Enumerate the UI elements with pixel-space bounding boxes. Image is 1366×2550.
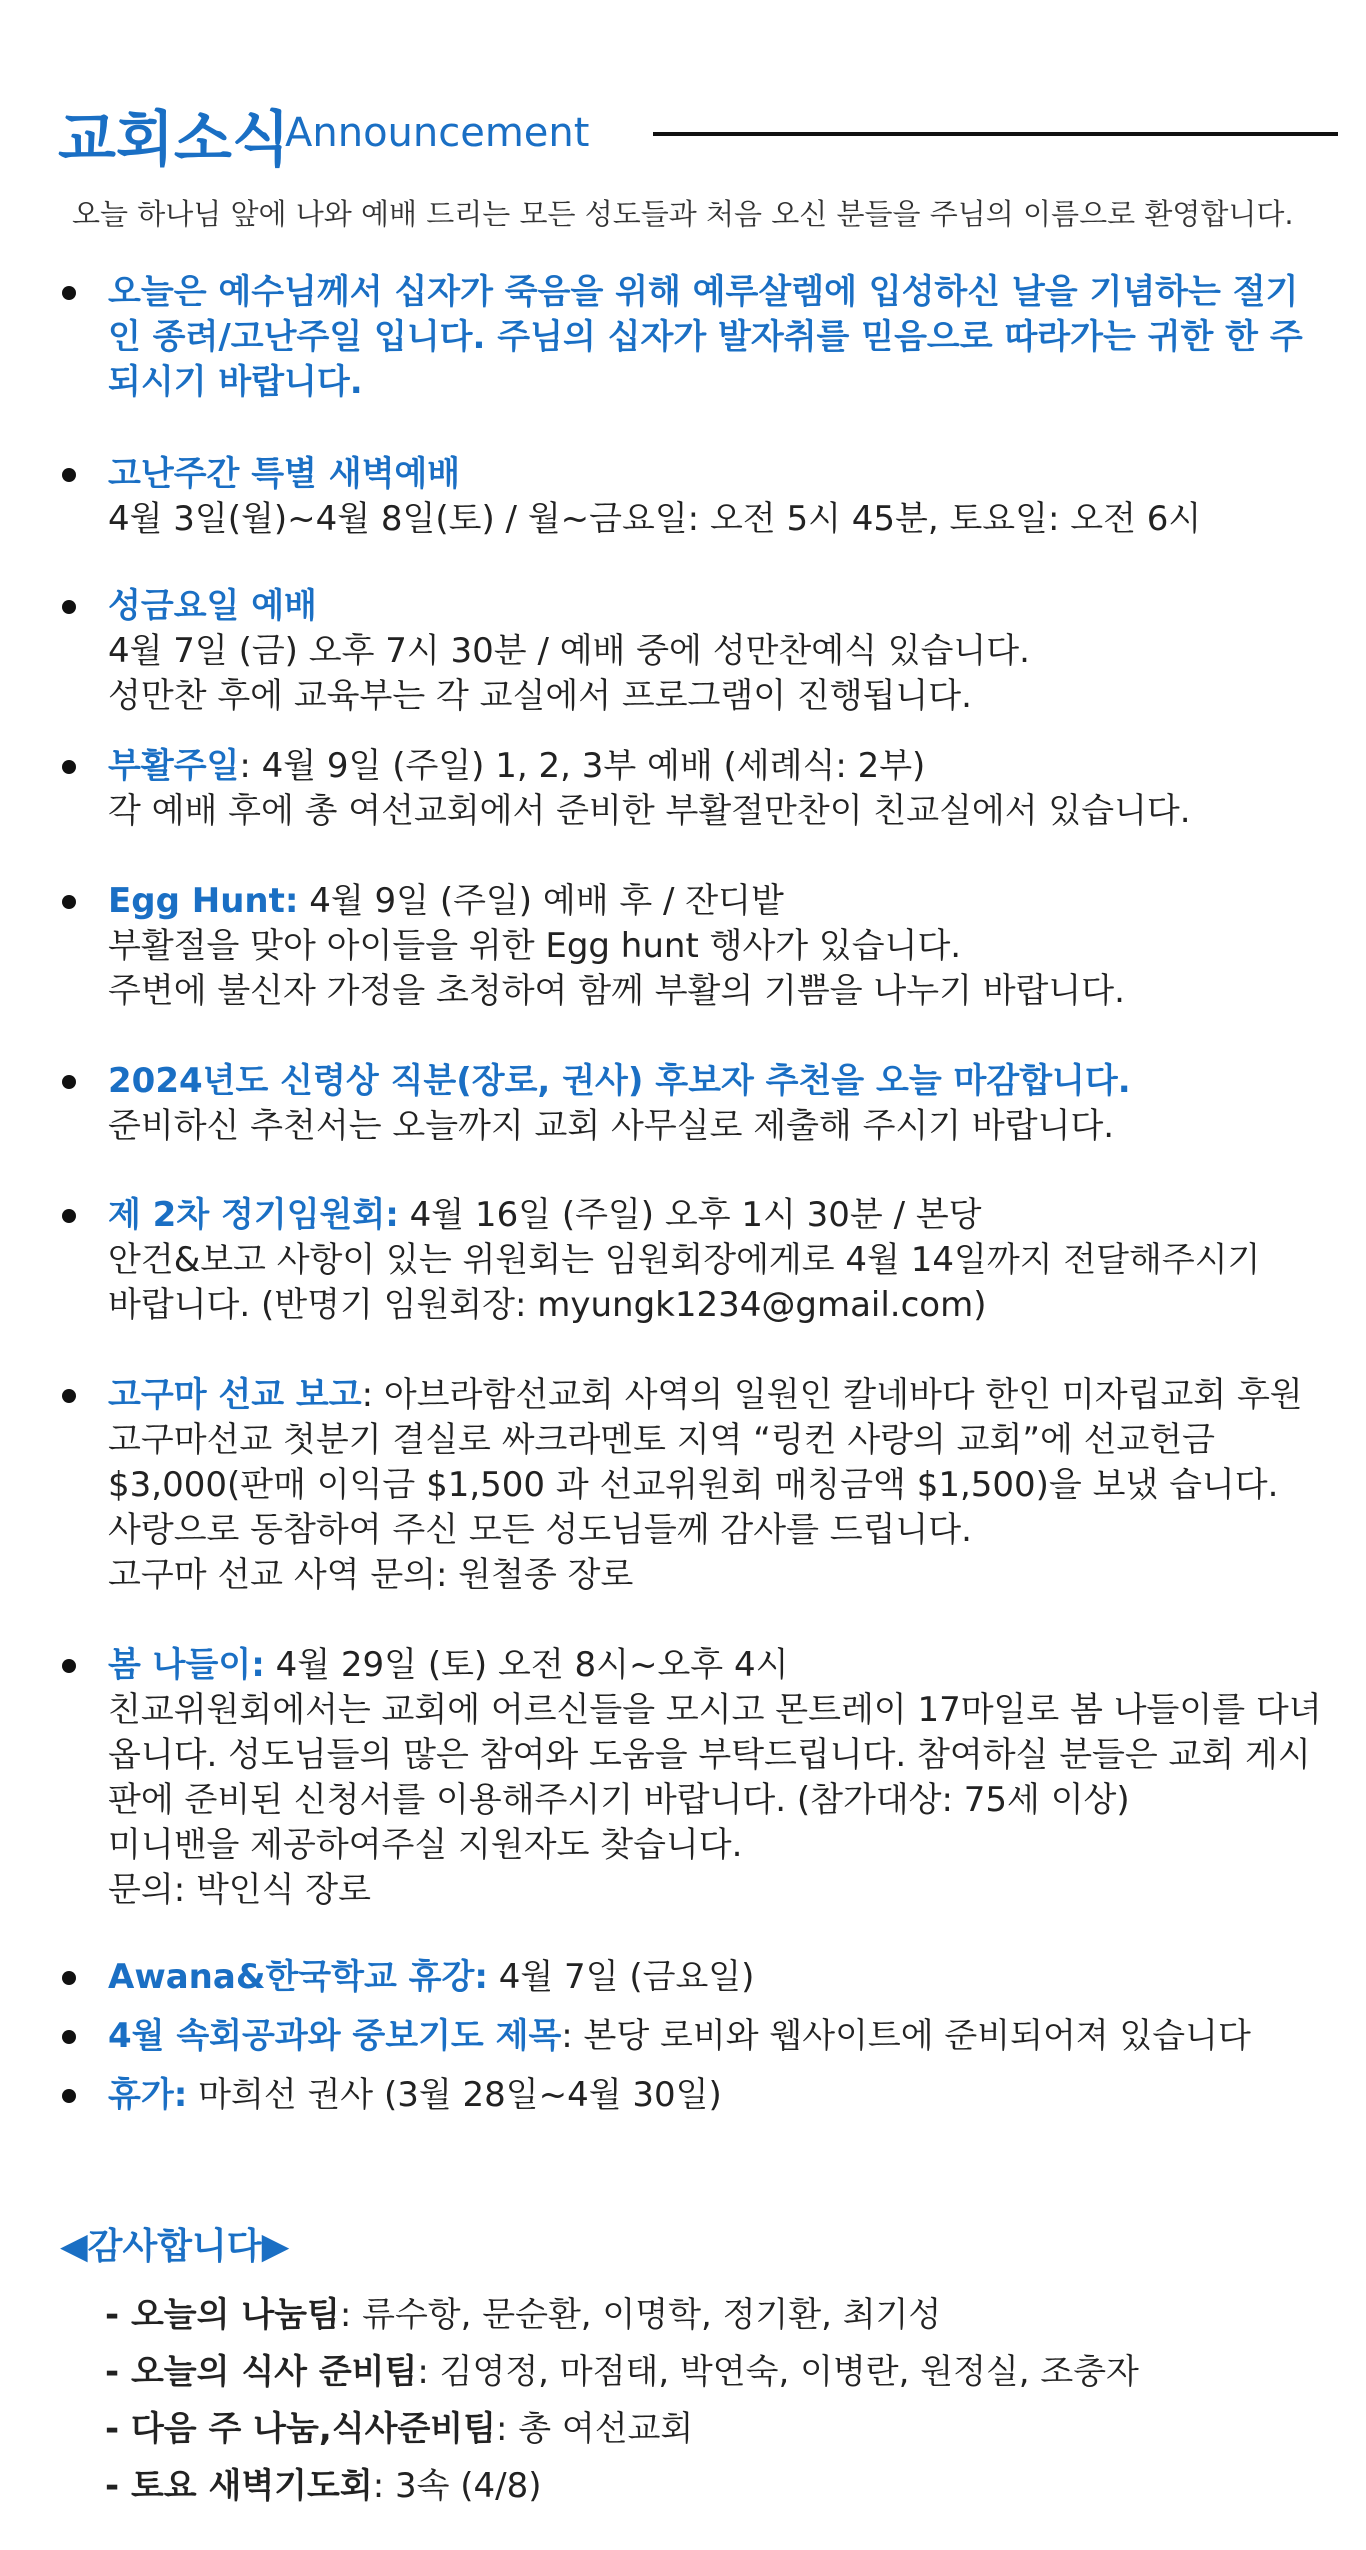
item-detail: : 4월 9일 (주일) 1, 2, 3부 예배 (세례식: 2부) [239, 746, 926, 786]
bullet-icon [62, 1209, 76, 1223]
item-heading: 성금요일 예배 [108, 586, 317, 626]
item-detail: 4월 7일 (금요일) [487, 1957, 755, 1997]
item-line: 각 예배 후에 총 여선교회에서 준비한 부활절만찬이 친교실에서 있습니다. [108, 791, 1191, 831]
item-line: 고구마 선교 사역 문의: 원철종 장로 [108, 1555, 634, 1595]
thanks-label: - 다음 주 나눔,식사준비팀 [105, 2409, 496, 2449]
item-line: 성만찬 후에 교육부는 각 교실에서 프로그램이 진행됩니다. [108, 676, 972, 716]
bullet-icon [62, 1659, 76, 1673]
item-line: 안건&보고 사항이 있는 위원회는 임원회장에게로 4월 14일까지 전달해주시기 [108, 1240, 1261, 1280]
item-heading: 부활주일 [108, 746, 240, 786]
bullet-icon [62, 1075, 76, 1089]
bullet-icon [62, 600, 76, 614]
thanks-section [60, 2218, 1330, 2515]
item-heading: 오늘은 예수님께서 십자가 죽음을 위해 예루살렘에 입성하신 날을 기념하는 절기인 종려/고난주일 입니다. 주님의 십자가 발자취를 믿음으로 따라가는 귀한 한 주 되시기 바랍니다. [108, 272, 1303, 402]
item-line: 준비하신 추천서는 오늘까지 교회 사무실로 제출해 주시기 바랍니다. [108, 1106, 1115, 1146]
bullet-icon [62, 468, 76, 482]
announcement-item-nomination [60, 1059, 1330, 1149]
page-title: 교회소식 [58, 105, 290, 175]
bullet-icon [62, 2030, 76, 2044]
item-heading: 고구마 선교 보고 [108, 1375, 362, 1415]
announcement-list [60, 270, 1330, 2118]
item-detail: 4월 9일 (주일) 예배 후 / 잔디밭 [298, 881, 784, 921]
bullet-icon [62, 286, 76, 300]
item-heading: 2024년도 신령상 직분(장로, 권사) 후보자 추천을 오늘 마감합니다. [108, 1061, 1131, 1101]
bullet-icon [62, 2089, 76, 2103]
thanks-row-meal-team [60, 2344, 1330, 2401]
item-heading: 제 2차 정기임원회: [108, 1195, 399, 1235]
item-line: 미니밴을 제공하여주실 지원자도 찾습니다. [108, 1825, 743, 1865]
item-heading: 4월 속회공과와 중보기도 제목 [108, 2016, 562, 2056]
item-line: 문의: 박인식 장로 [108, 1870, 371, 1910]
announcement-item-awana-break [60, 1955, 1330, 2000]
item-heading: 휴가: [108, 2075, 188, 2115]
item-heading: Awana&한국학교 휴강: [108, 1957, 488, 1997]
item-detail: : 아브라함선교회 사역의 일원인 칼네바다 한인 미자립교회 후원 고구마선교 첫분기 결실로 싸크라멘토 지역 “링컨 사랑의 교회”에 선교헌금 $3,000(판매 이익금 $1,500 과 선교위원회 매칭금액 $1,500)을 보냈 습니다. [108, 1375, 1303, 1505]
announcement-item-egg-hunt [60, 879, 1330, 1014]
announcement-item-dawn-service [60, 452, 1330, 542]
thanks-row-sharing-team [60, 2287, 1330, 2344]
announcement-item-prayer-topics [60, 2014, 1330, 2059]
item-heading: 고난주간 특별 새벽예배 [108, 454, 461, 494]
item-detail: 마희선 권사 (3월 28일~4월 30일) [187, 2075, 722, 2115]
announcement-item-sweet-potato-mission [60, 1373, 1330, 1598]
announcement-item-board-meeting [60, 1193, 1330, 1328]
item-line: 주변에 불신자 가정을 초청하여 함께 부활의 기쁨을 나누기 바랍니다. [108, 971, 1125, 1011]
announcement-item-vacation [60, 2073, 1330, 2118]
item-line: 4월 7일 (금) 오후 7시 30분 / 예배 중에 성만찬예식 있습니다. [108, 631, 1030, 671]
thanks-row-next-week-team [60, 2401, 1330, 2458]
announcement-item-good-friday [60, 584, 1330, 719]
item-line: 사랑으로 동참하여 주신 모든 성도님들께 감사를 드립니다. [108, 1510, 972, 1550]
announcement-item-spring-outing [60, 1643, 1330, 1913]
bullet-icon [62, 760, 76, 774]
thanks-value: : 3속 (4/8) [372, 2466, 542, 2506]
item-line: 바랍니다. (반명기 임원회장: myungk1234@gmail.com) [108, 1285, 987, 1325]
item-line: 4월 3일(월)~4월 8일(토) / 월~금요일: 오전 5시 45분, 토요일: 오전 6시 [108, 499, 1202, 539]
announcement-item-palm-sunday [60, 270, 1330, 405]
announcement-item-easter [60, 744, 1330, 834]
thanks-label: - 오늘의 나눔팀 [105, 2295, 340, 2335]
thanks-value: : 류수항, 문순환, 이명학, 정기환, 최기성 [339, 2295, 942, 2335]
thanks-value: : 김영정, 마점태, 박연숙, 이병란, 원정실, 조충자 [417, 2352, 1139, 2392]
item-line: 친교위원회에서는 교회에 어르신들을 모시고 몬트레이 17마일로 봄 나들이를 다녀옵니다. 성도님들의 많은 참여와 도움을 부탁드립니다. 참여하실 분들은 교회 게시판에 준비된 신청서를 이용해주시기 바랍니다. (참가대상: 75세 이상) [108, 1690, 1322, 1820]
bullet-icon [62, 1389, 76, 1403]
page-subtitle: Announcement [285, 110, 590, 156]
thanks-label: - 오늘의 식사 준비팀 [105, 2352, 418, 2392]
thanks-label: - 토요 새벽기도회 [105, 2466, 373, 2506]
title-divider [653, 132, 1338, 136]
thanks-heading: ◀감사합니다▶ [60, 2226, 290, 2267]
thanks-value: : 총 여선교회 [495, 2409, 694, 2449]
welcome-message: 오늘 하나님 앞에 나와 예배 드리는 모든 성도들과 처음 오신 분들을 주님의 이름으로 환영합니다. [72, 197, 1294, 231]
thanks-row-saturday-prayer [60, 2458, 1330, 2515]
bullet-icon [62, 1971, 76, 1985]
item-detail: : 본당 로비와 웹사이트에 준비되어져 있습니다 [561, 2016, 1251, 2056]
item-heading: 봄 나들이: [108, 1645, 265, 1685]
header [58, 92, 1338, 175]
item-detail: 4월 29일 (토) 오전 8시~오후 4시 [264, 1645, 789, 1685]
item-heading: Egg Hunt: [108, 881, 299, 921]
item-line: 부활절을 맞아 아이들을 위한 Egg hunt 행사가 있습니다. [108, 926, 962, 966]
bullet-icon [62, 895, 76, 909]
item-detail: 4월 16일 (주일) 오후 1시 30분 / 본당 [398, 1195, 982, 1235]
